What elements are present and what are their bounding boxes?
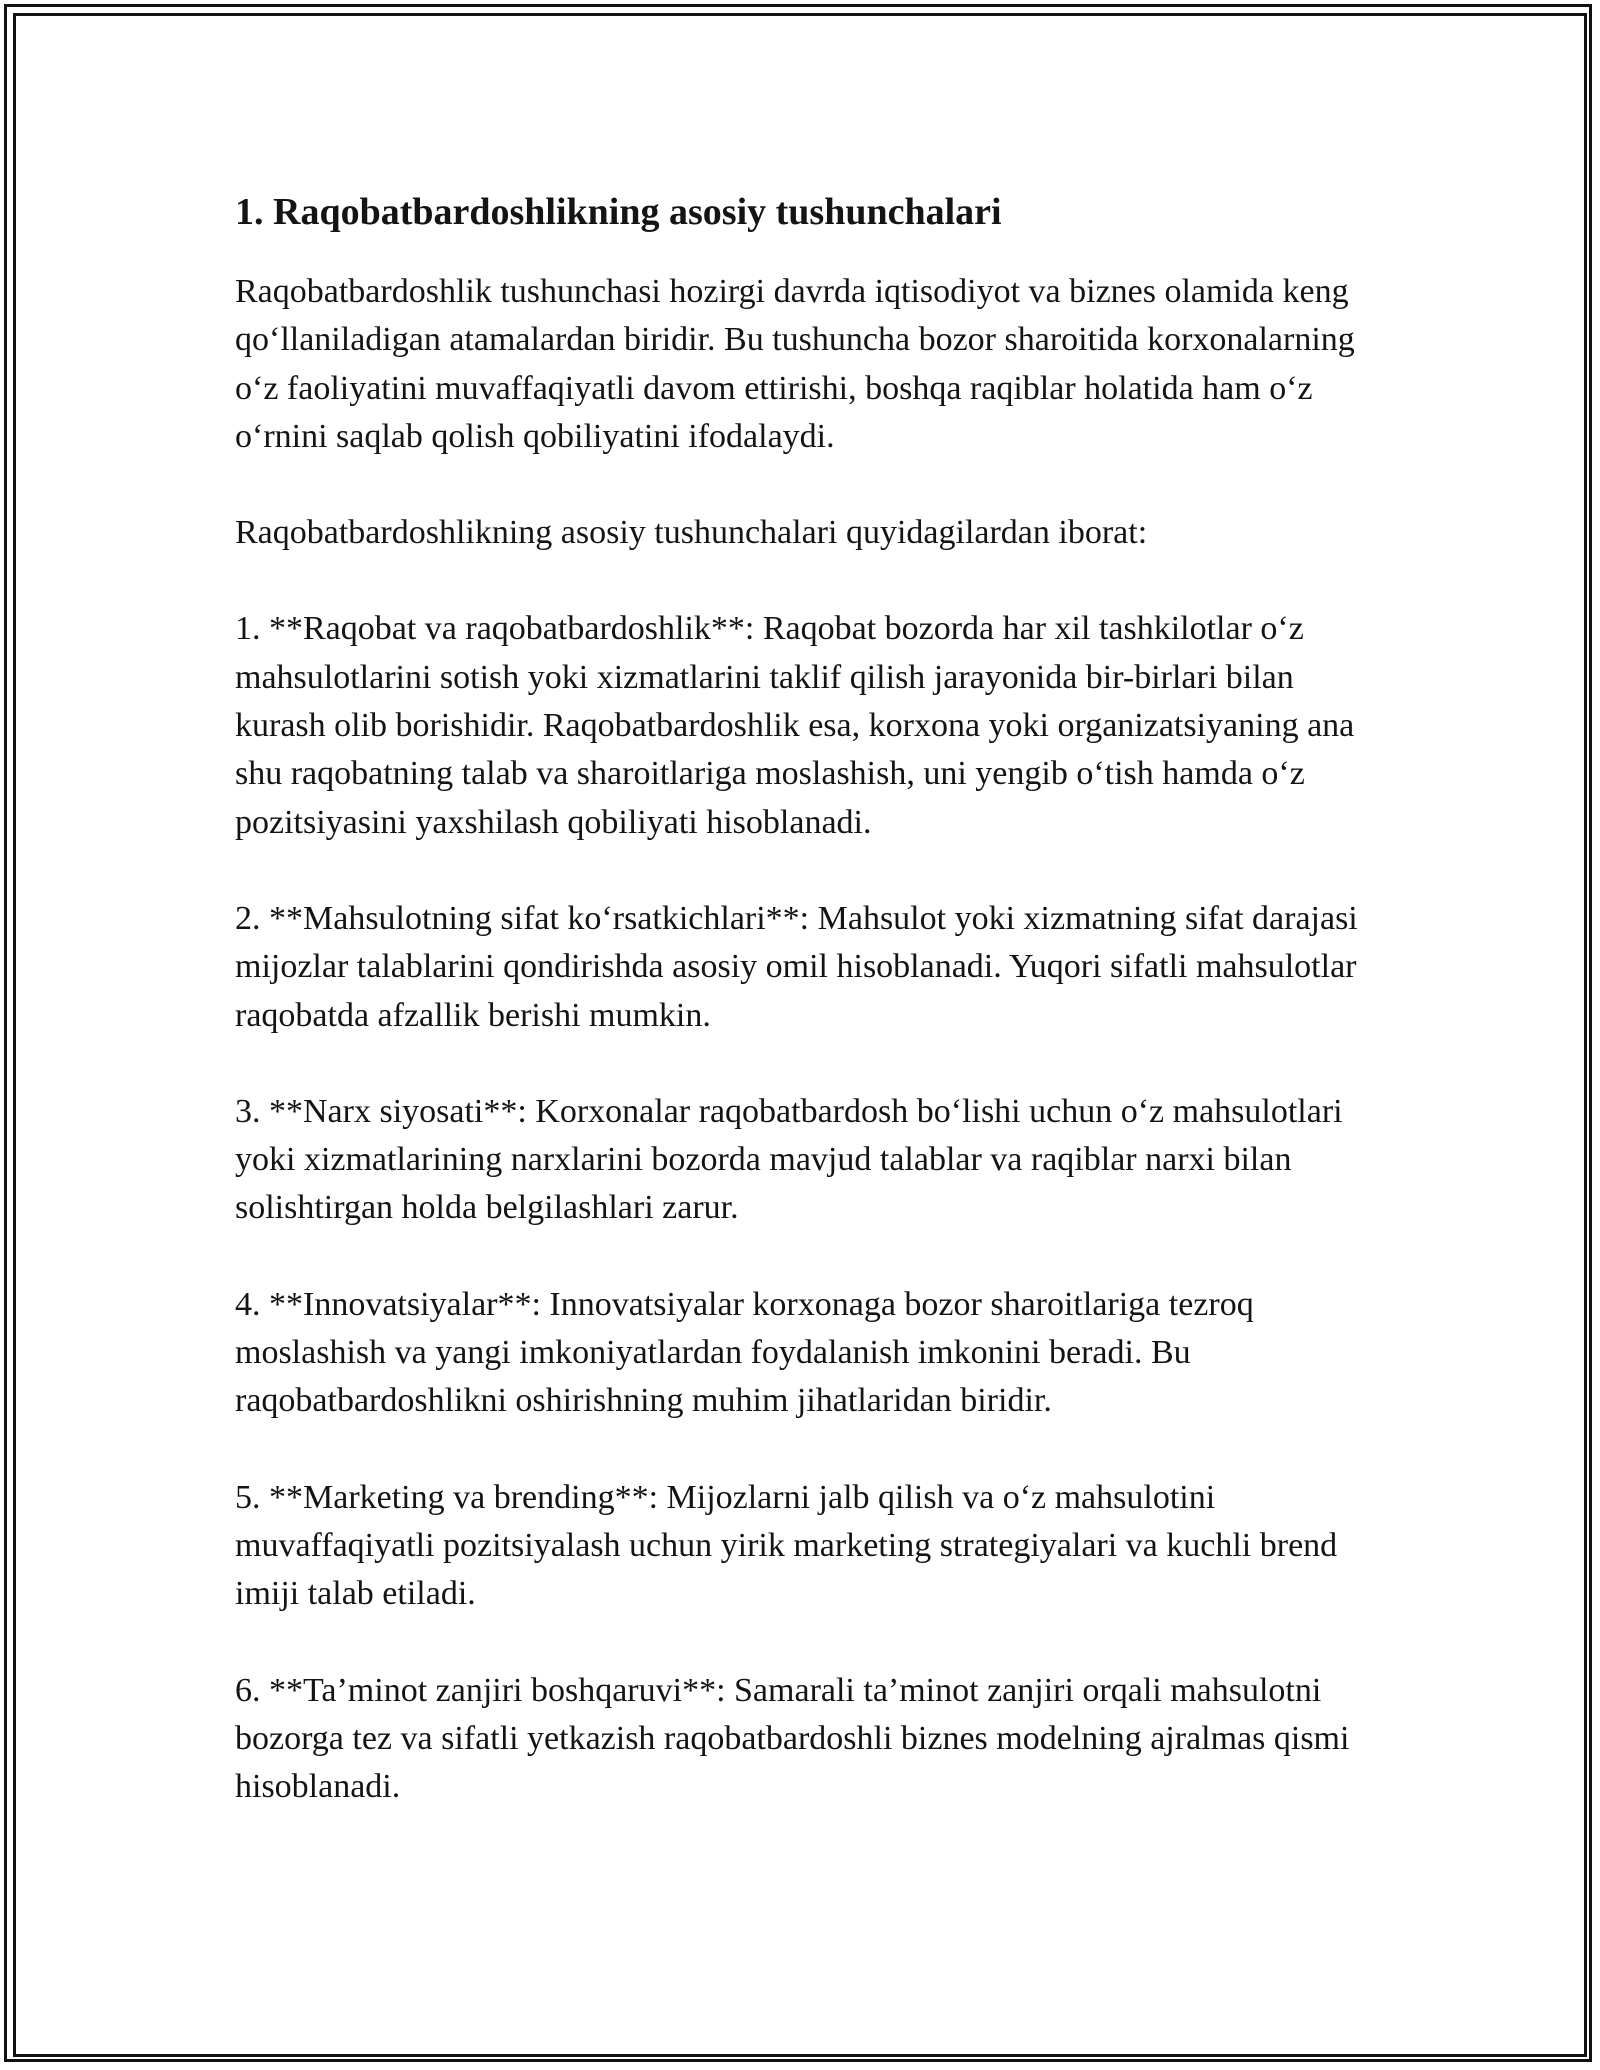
list-item-quality: 2. **Mahsulotning sifat ko‘rsatkichlari**: Mahsulot yoki xizmatning sifat darajasi mijozlar talablarini qondirishda asosiy omil hisoblanadi. Yuqori sifatli mahsulotlar raqobatda afzallik berishi mumkin.	[235, 899, 1358, 1034]
list-item-marketing: 5. **Marketing va brending**: Mijozlarni jalb qilish va o‘z mahsulotini muvaffaqiyatli pozitsiyalash uchun yirik marketing strategiyalari va kuchli brend imiji talab etiladi.	[235, 1478, 1338, 1613]
list-item-competition: 1. **Raqobat va raqobatbardoshlik**: Raqobat bozorda har xil tashkilotlar o‘z mahsulotlarini sotish yoki xizmatlarini taklif qilish jarayonida bir-birlari bilan kurash olib borishidir. Raqobatbardoshlik esa, korxona yoki organizatsiyaning ana shu raqobatning talab va sharoitlariga moslashish, uni yengib o‘tish hamda o‘z pozitsiyasini yaxshilash qobiliyati hisoblanadi.	[235, 610, 1355, 841]
document-body	[235, 188, 1375, 1859]
intro-paragraph: Raqobatbardoshlik tushunchasi hozirgi davrda iqtisodiyot va biznes olamida keng qo‘llaniladigan atamalardan biridir. Bu tushuncha bozor sharoitida korxonalarning o‘z faoliyatini muvaffaqiyatli davom ettirishi, boshqa raqiblar holatida ham o‘z o‘rnini saqlab qolish qobiliyatini ifodalaydi.	[235, 273, 1355, 455]
list-item-innovation: 4. **Innovatsiyalar**: Innovatsiyalar korxonaga bozor sharoitlariga tezroq moslashish va yangi imkoniyatlardan foydalanish imkonini beradi. Bu raqobatbardoshlikni oshirishning muhim jihatlaridan biridir.	[235, 1285, 1254, 1420]
section-heading: 1. Raqobatbardoshlikning asosiy tushunchalari	[235, 191, 1002, 233]
list-item-supply-chain: 6. **Ta’minot zanjiri boshqaruvi**: Samarali ta’minot zanjiri orqali mahsulotni bozorga tez va sifatli yetkazish raqobatbardoshli biznes modelning ajralmas qismi hisoblanadi.	[235, 1671, 1350, 1806]
list-item-pricing: 3. **Narx siyosati**: Korxonalar raqobatbardosh bo‘lishi uchun o‘z mahsulotlari yoki xizmatlarining narxlarini bozorda mavjud talablar va raqiblar narxi bilan solishtirgan holda belgilashlari zarur.	[235, 1092, 1343, 1227]
list-intro-paragraph: Raqobatbardoshlikning asosiy tushunchalari quyidagilardan iborat:	[235, 514, 1148, 552]
